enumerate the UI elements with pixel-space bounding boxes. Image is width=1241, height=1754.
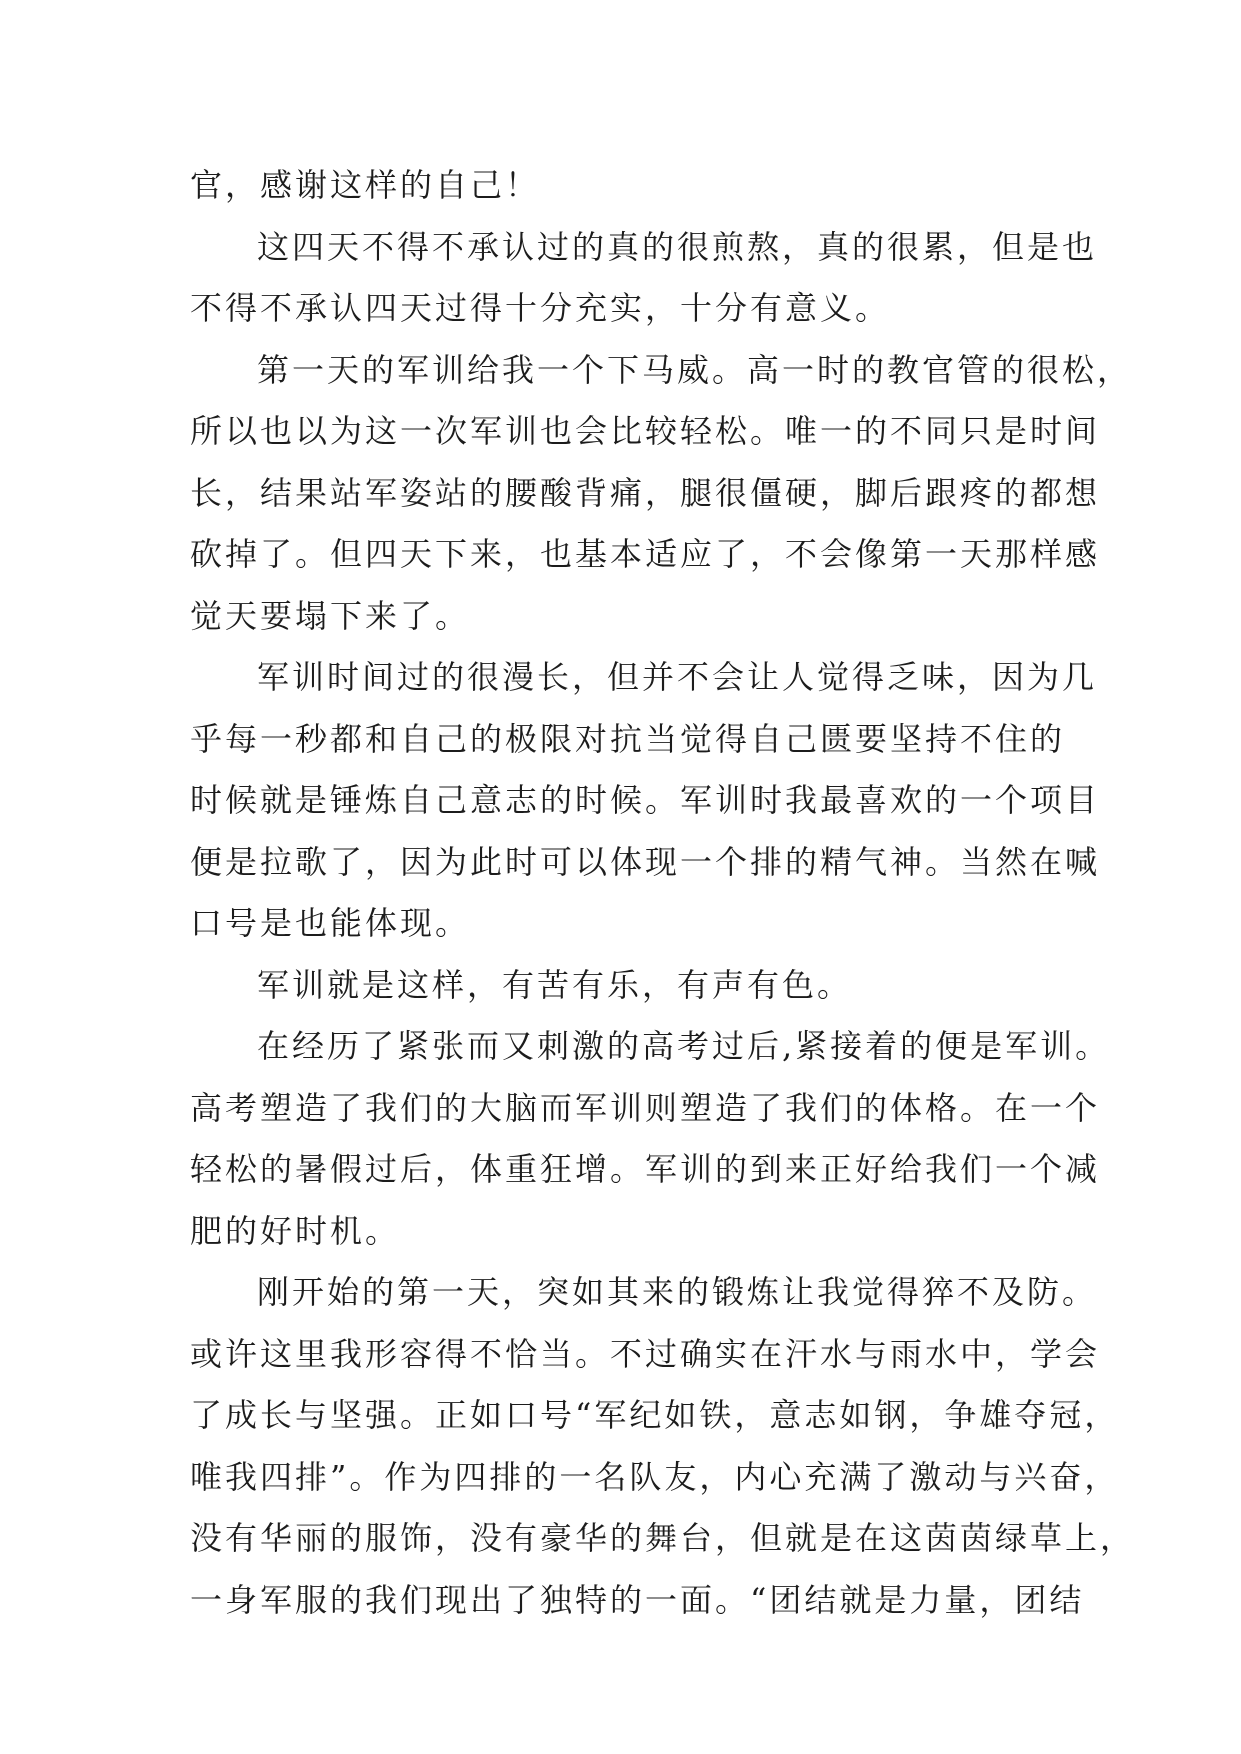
text-line: 所以也以为这一次军训也会比较轻松。唯一的不同只是时间 <box>190 412 1101 450</box>
text-line: 或许这里我形容得不恰当。不过确实在汗水与雨水中，学会 <box>190 1334 1101 1373</box>
text-line: 轻松的暑假过后，体重狂增。军训的到来正好给我们一个减 <box>190 1150 1101 1188</box>
paragraph-first-line: 在经历了紧张而又刺激的高考过后,紧接着的便是军训。 <box>257 1027 1111 1065</box>
text-line: 便是拉歌了，因为此时可以体现一个排的精气神。当然在喊 <box>190 842 1101 881</box>
text-line: 长，结果站军姿站的腰酸背痛，腿很僵硬，脚后跟疼的都想 <box>190 473 1101 512</box>
paragraph-first-line: 第一天的军训给我一个下马威。高一时的教官管的很松， <box>257 350 1133 389</box>
text-line: 觉天要塌下来了。 <box>190 596 471 635</box>
paragraph-first-line: 这四天不得不承认过的真的很煎熬，真的很累，但是也 <box>257 227 1098 266</box>
text-line: 口号是也能体现。 <box>190 904 471 942</box>
text-line: 没有华丽的服饰，没有豪华的舞台，但就是在这茵茵绿草上， <box>190 1519 1136 1557</box>
paragraph-first-line: 刚开始的第一天，突如其来的锻炼让我觉得猝不及防。 <box>257 1273 1098 1311</box>
document-body-text <box>190 155 1136 1631</box>
text-line: 了成长与坚强。正如口号“军纪如铁，意志如钢，争雄夺冠， <box>190 1396 1120 1434</box>
text-line: 不得不承认四天过得十分充实，十分有意义。 <box>190 289 891 327</box>
text-line: 唯我四排”。作为四排的一名队友，内心充满了激动与兴奋， <box>190 1457 1120 1496</box>
paragraph-first-line: 军训时间过的很漫长，但并不会让人觉得乏味，因为几 <box>257 658 1098 696</box>
paragraph-first-line: 军训就是这样，有苦有乐，有声有色。 <box>257 965 853 1004</box>
text-line: 高考塑造了我们的大脑而军训则塑造了我们的体格。在一个 <box>190 1088 1101 1127</box>
text-line: 砍掉了。但四天下来，也基本适应了，不会像第一天那样感 <box>190 535 1101 573</box>
text-line: 肥的好时机。 <box>190 1211 401 1250</box>
text-line: 一身军服的我们现出了独特的一面。“团结就是力量，团结 <box>190 1580 1085 1619</box>
text-line: 官，感谢这样的自己！ <box>190 166 541 204</box>
text-line: 时候就是锤炼自己意志的时候。军训时我最喜欢的一个项目 <box>190 781 1101 819</box>
text-line: 乎每一秒都和自己的极限对抗当觉得自己匮要坚持不住的 <box>190 719 1066 758</box>
